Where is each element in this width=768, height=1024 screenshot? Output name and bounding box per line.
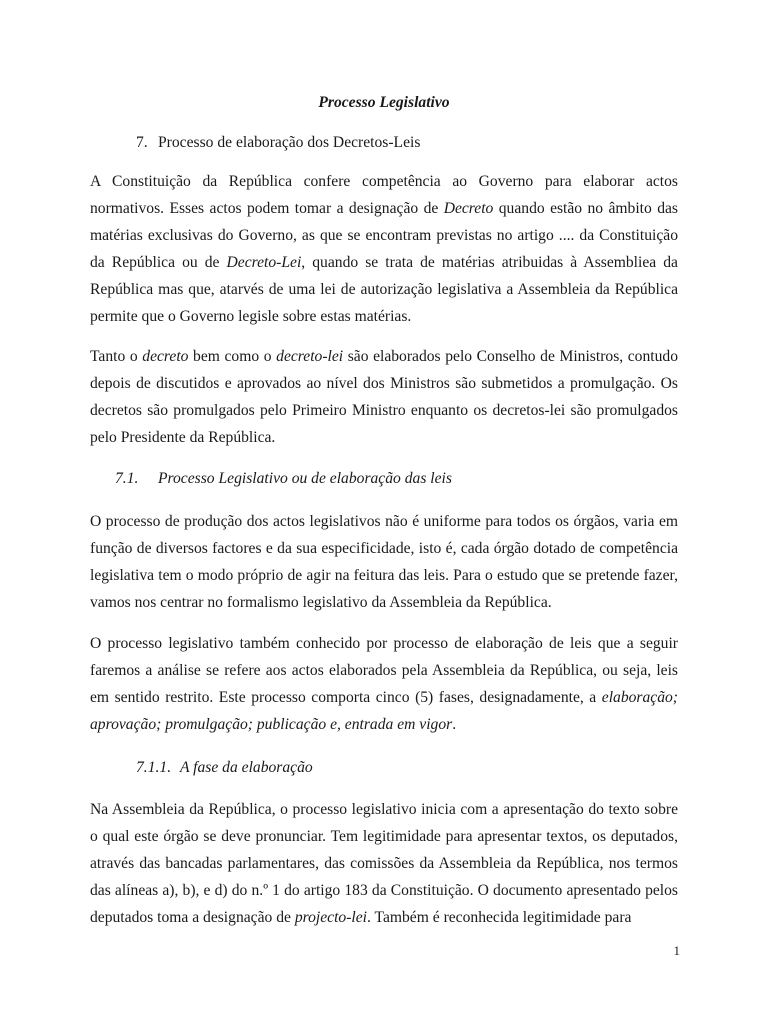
section-title: Processo de elaboração dos Decretos-Leis (158, 134, 421, 151)
paragraph-text: quando estão no âmbito das matérias exclusivas do Governo, as que se encontram previstas no artigo .... da Constituição da República ou de (90, 200, 678, 271)
paragraph-processo-producao: O processo de produção dos actos legislativos não é uniforme para todos os órgãos, varia em função de diversos factores e da sua especificidade, isto é, cada órgão dotado de competência legislativa tem o modo próprio de agir na feitura das leis. Para o estudo que se pretende fazer, vamos nos centrar no formalismo legislativo da Assembleia da República. (90, 513, 678, 611)
paragraph-processo-fases (90, 630, 678, 738)
paragraph-decretos-promulgacao (90, 343, 678, 451)
section-title: Processo Legislativo ou de elaboração das leis (158, 470, 452, 487)
paragraph-text: Na Assembleia da República, o processo legislativo inicia com a apresentação do texto sobre o qual este órgão se deve pronunciar. Tem legitimidade para apresentar textos, os deputados, através das bancadas parlamentares, das comissões da Assembleia da República, nos termos das alíneas a), b), e d) do n.º 1 do artigo 183 da Constituição. O documento apresentado pelos deputados toma a designação de (90, 801, 678, 926)
paragraph-fase-elaboracao (90, 796, 678, 931)
paragraph-text: , quando se trata de matérias atribuidas à Assembliea da República mas que, atarvés de uma lei de autorização legislativa a Assembleia da República permite que o Governo legisle sobre estas matérias. (90, 254, 678, 325)
paragraph-text: Tanto o (90, 348, 143, 365)
emphasis-text: projecto-lei (294, 909, 367, 926)
paragraph-text: O processo legislativo também conhecido por processo de elaboração de leis que a seguir faremos a análise se refere aos actos elaborados pela Assembleia da República, ou seja, leis em sentido restrito. Este processo comporta cinco (5) fases, designadamente, a (90, 635, 678, 706)
page-number: 1 (673, 943, 680, 958)
paragraph-text: . (452, 716, 457, 733)
paragraph-decretos-leis-intro (90, 168, 678, 330)
emphasis-text: decreto (142, 348, 189, 365)
paragraph-text: A Constituição da República confere competência ao Governo para elaborar actos normativos. Esses actos podem tomar a designação de (90, 173, 678, 217)
section-number: 7.1. (115, 470, 139, 487)
section-heading-7 (136, 132, 420, 154)
section-heading-7-1 (115, 468, 452, 490)
emphasis-text: Decreto-Lei (226, 254, 302, 271)
document-title: Processo Legislativo (318, 94, 450, 111)
emphasis-text: elaboração; aprovação; promulgação; publicação e, entrada em vigor (90, 689, 678, 733)
section-number: 7.1.1. (136, 759, 172, 776)
section-number: 7. (136, 134, 148, 151)
emphasis-text: Decreto (443, 200, 494, 217)
paragraph-text: bem como o (188, 348, 277, 365)
paragraph-text: . Também é reconhecida legitimidade para (367, 909, 632, 926)
section-title: A fase da elaboração (180, 759, 313, 776)
section-heading-7-1-1 (136, 757, 313, 779)
paragraph-text: são elaborados pelo Conselho de Ministros, contudo depois de discutidos e aprovados ao nível dos Ministros são submetidos a promulgação. Os decretos são promulgados pelo Primeiro Ministro enquanto os decretos-lei são promulgados pelo Presidente da República. (90, 348, 678, 446)
emphasis-text: decreto-lei (276, 348, 344, 365)
